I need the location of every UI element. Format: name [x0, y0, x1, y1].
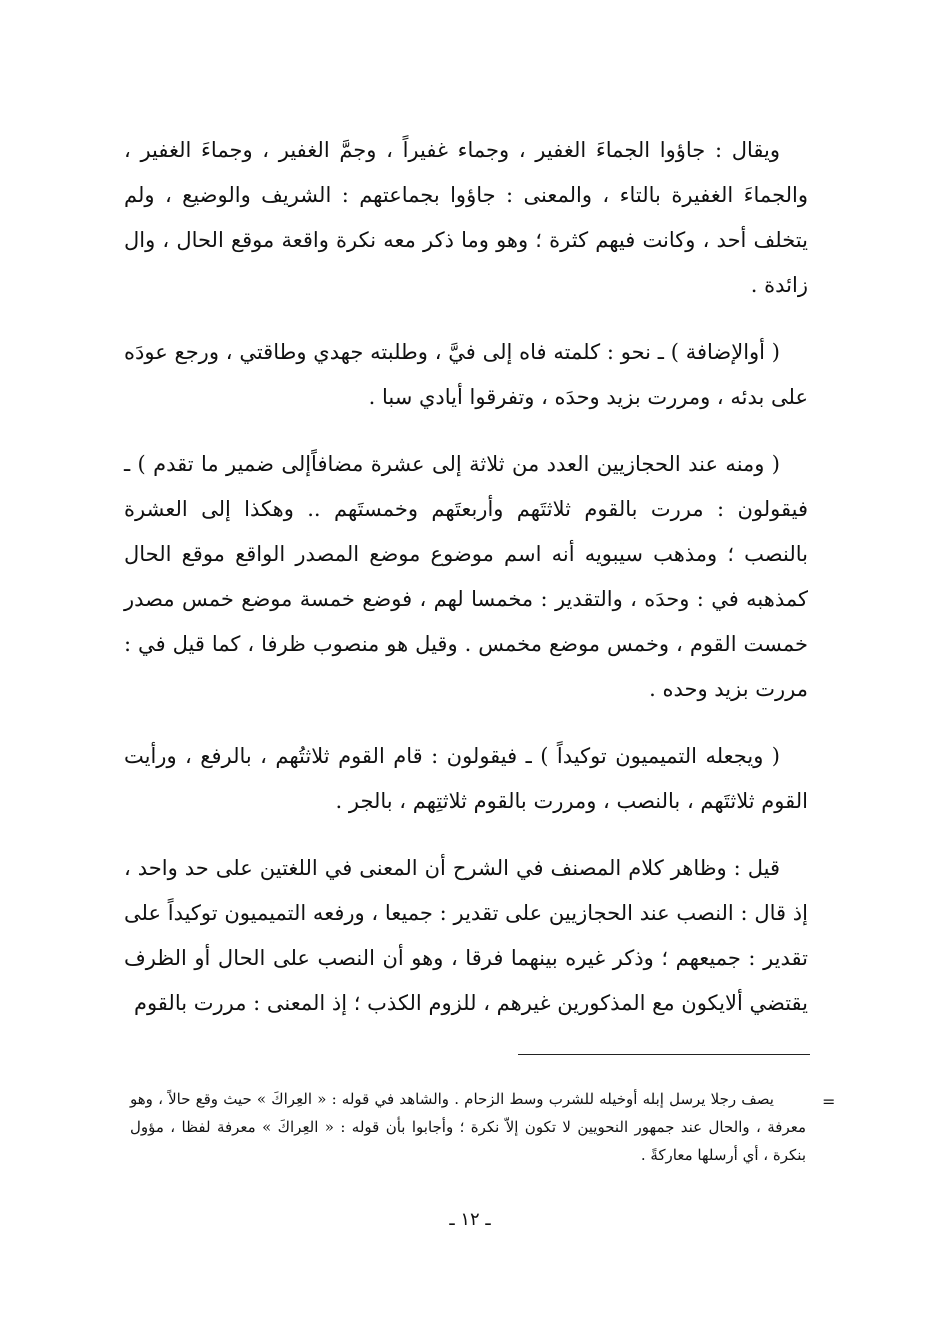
page-number: ـ ١٢ ـ	[449, 1209, 491, 1230]
paragraph-qila: قيل : وظاهر كلام المصنف في الشرح أن المعنى في اللغتين على حد واحد ، إذ قال : النصب عند الحجازيين على تقدير : جميعا ، ورفعه التميميون توكيداً على تقدير : جميعهم ؛ وذكر غيره بينهما فرقا ، وهو أن النصب على الحال أو الظرف يقتضي ألايكون مع المذكورين غيرهم ، للزوم الكذب ؛ إذ المعنى : مررت بالقوم	[124, 856, 808, 1015]
footnote-text: يصف رجلا يرسل إبله أوخيله للشرب وسط الزحام . والشاهد في قوله : « العِراكَ » حيث وقع حالاً ، وهو معرفة ، والحال عند جمهور النحويين لا تكون إلاّ نكرة ؛ وأجابوا بأن قوله : « العِراكَ » معرفة لفظا ، مؤول بنكرة ، أي أرسلها معاركةً .	[130, 1090, 806, 1164]
paragraph-jamma-alghafir: ويقال : جاؤوا الجماءَ الغفير ، وجماء غفيراً ، وجمَّ الغفير ، وجماءَ الغفير ، والجماءَ الغفيرة بالتاء ، والمعنى : جاؤوا بجماعتهم : الشريف والوضيع ، ولم يتخلف أحد ، وكانت فيهم كثرة ؛ وهو وما ذكر معه نكرة واقعة موقع الحال ، وال زائدة .	[124, 138, 808, 297]
footnote-separator	[518, 1054, 810, 1055]
paragraph-hijazi-number: ( ومنه عند الحجازيين العدد من ثلاثة إلى عشرة مضافاًإلى ضمير ما تقدم ) ـ فيقولون : مررت بالقوم ثلاثتَهم وأربعتَهم وخمستَهم .. وهكذا إلى العشرة بالنصب ؛ ومذهب سيبويه أنه اسم موضوع موضع المصدر الواقع موقع الحال كمذهبه في : وحدَه ، والتقدير : مخمسا لهم ، فوضع خمسة موضع خمس مصدر خمست القوم ، وخمس موضع مخمس . وقيل هو منصوب ظرفا ، كما قيل في : مررت بزيد وحده .	[124, 452, 808, 701]
paragraph-tamimi-tawkid: ( ويجعله التميميون توكيداً ) ـ فيقولون : قام القوم ثلاثتُهم ، بالرفع ، ورأيت القوم ثلاثتَهم ، بالنصب ، ومررت بالقوم ثلاثتِهم ، بالجر .	[124, 744, 808, 813]
paragraph-idafa: ( أوالإضافة ) ـ نحو : كلمته فاه إلى فيَّ ، وطلبته جهدي وطاقتي ، ورجع عودَه على بدئه ، ومررت بزيد وحدَه ، وتفرقوا أيادي سبا .	[124, 340, 808, 409]
main-text	[124, 128, 808, 1026]
footnote-continuation-mark: =	[822, 1092, 836, 1111]
